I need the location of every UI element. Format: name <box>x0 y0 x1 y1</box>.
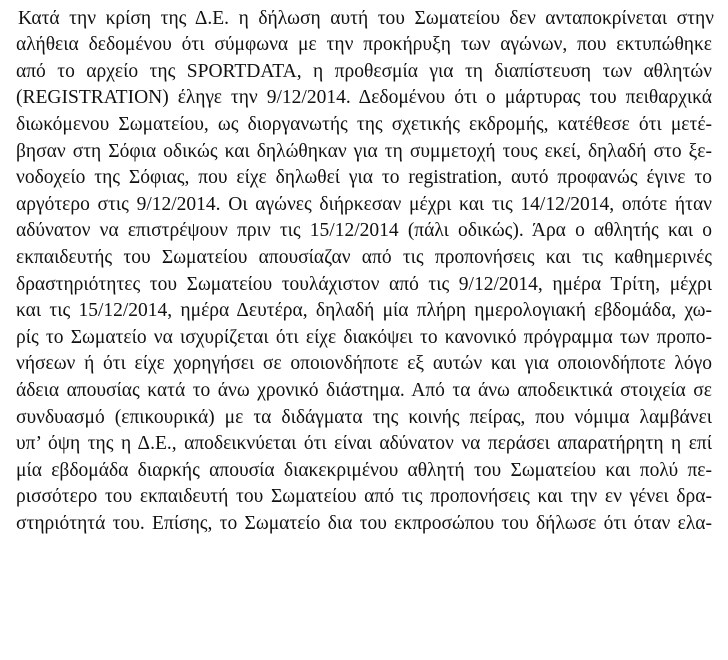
text-line-13: ρίς το Σωματείο να ισχυρίζεται ότι είχε διακόψει το κανονικό πρόγραμμα των προπο- <box>16 327 712 348</box>
text-line-11: δραστηριότητες του Σωματείου τουλάχιστον από τις 9/12/2014, ημέρα Τρίτη, μέχρι <box>16 274 712 295</box>
text-line-12: και τις 15/12/2014, ημέρα Δευτέρα, δηλαδή μία πλήρη ημερολογιακή εβδομάδα, χω- <box>16 300 712 321</box>
text-line-7: νοδοχείο της Σόφιας, που είχε δηλωθεί για το registration, αυτό προφανώς έγινε το <box>16 167 712 188</box>
text-line-14: νήσεων ή ότι είχε χορηγήσει σε οποιονδήποτε εξ αυτών και για οποιονδήποτε λόγο <box>16 353 712 374</box>
text-line-6: βησαν στη Σόφια οδικώς και δηλώθηκαν για τη συμμετοχή τους εκεί, δηλαδή στο ξε- <box>16 141 712 162</box>
text-line-5: διωκόμενου Σωματείου, ως διοργανωτής της σχετικής εκδρομής, κατέθεσε ότι μετέ- <box>16 114 712 135</box>
text-line-17: υπ’ όψη της η Δ.Ε., αποδεικνύεται ότι είναι αδύνατον να περάσει απαρατήρητη η επί <box>16 433 712 454</box>
text-line-10: εκπαιδευτής του Σωματείου απουσίαζαν από τις προπονήσεις και τις καθημερινές <box>16 247 712 268</box>
text-line-4: (REGISTRATION) έληγε την 9/12/2014. Δεδομένου ότι ο μάρτυρας του πειθαρχικά <box>16 87 712 108</box>
text-line-19: ρισσότερο του εκπαιδευτή του Σωματείου από τις προπονήσεις και την εν γένει δρα- <box>16 486 712 507</box>
text-line-15: άδεια απουσίας κατά το άνω χρονικό διάστημα. Από τα άνω αποδεικτικά στοιχεία σε <box>16 380 712 401</box>
text-line-1: Κατά την κρίση της Δ.Ε. η δήλωση αυτή του Σωματείου δεν ανταποκρίνεται στην <box>18 8 714 29</box>
text-line-9: αδύνατον να επιστρέψουν πριν τις 15/12/2014 (πάλι οδικώς). Άρα ο αθλητής και ο <box>16 220 712 241</box>
text-line-20: στηριότητά του. Επίσης, το Σωματείο δια του εκπροσώπου του δήλωσε ότι όταν ελα- <box>16 513 712 534</box>
text-line-2: αλήθεια δεδομένου ότι σύμφωνα με την προκήρυξη των αγώνων, που εκτυπώθηκε <box>16 34 712 55</box>
text-line-18: μία εβδομάδα διαρκής απουσία διακεκριμένου αθλητή του Σωματείου και πολύ πε- <box>16 460 712 481</box>
text-line-16: συνδυασμό (επικουρικά) με τα διδάγματα της κοινής πείρας, που νόμιμα λαμβάνει <box>16 407 712 428</box>
text-line-3: από το αρχείο της SPORTDATA, η προθεσμία για τη διαπίστευση των αθλητών <box>16 61 712 82</box>
text-line-8: αργότερο στις 9/12/2014. Οι αγώνες διήρκεσαν μέχρι και τις 14/12/2014, οπότε ήταν <box>16 194 712 215</box>
